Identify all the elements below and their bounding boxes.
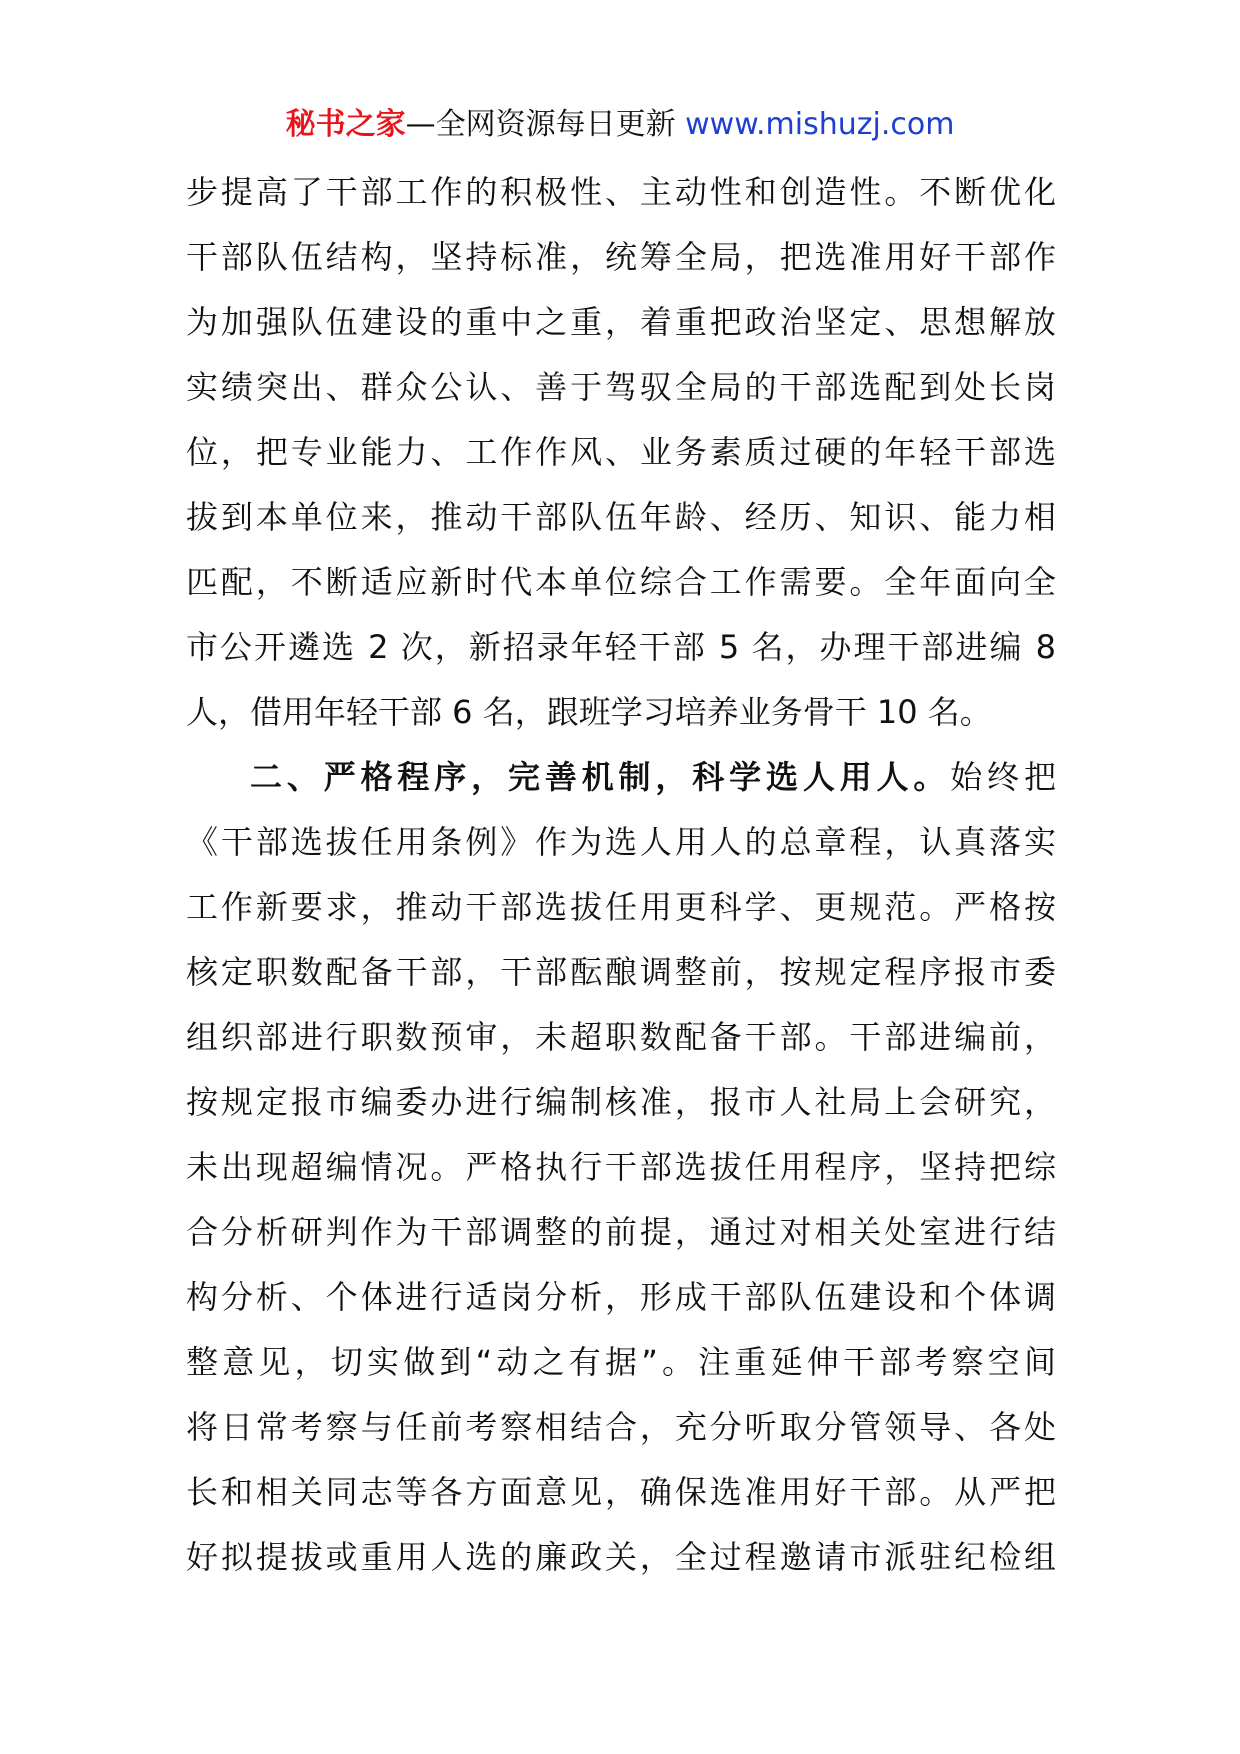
site-header: [0, 100, 1240, 150]
text-line: 匹配，不断适应新时代本单位综合工作需要。全年面向全: [186, 563, 1056, 601]
section-heading: 二、严格程序，完善机制，科学选人用人。: [250, 758, 951, 796]
section-heading-line: [186, 745, 1056, 810]
text-line: 《干部选拔任用条例》作为选人用人的总章程，认真落实: [186, 823, 1056, 861]
text-line: 按规定报市编委办进行编制核准，报市人社局上会研究，: [186, 1083, 1056, 1121]
text-line: 整意见，切实做到“动之有据”。注重延伸干部考察空间: [186, 1343, 1056, 1381]
heading-line-rest: 始终把: [950, 758, 1056, 796]
text-line: 干部队伍结构，坚持标准，统筹全局，把选准用好干部作: [186, 238, 1056, 276]
text-line: 好拟提拔或重用人选的廉政关，全过程邀请市派驻纪检组: [186, 1538, 1056, 1576]
text-line: 实绩突出、群众公认、善于驾驭全局的干部选配到处长岗: [186, 368, 1056, 406]
text-line: 拔到本单位来，推动干部队伍年龄、经历、知识、能力相: [186, 498, 1056, 536]
text-line: 长和相关同志等各方面意见，确保选准用好干部。从严把: [186, 1473, 1056, 1511]
text-line: 未出现超编情况。严格执行干部选拔任用程序，坚持把综: [186, 1148, 1056, 1186]
text-line: 步提高了干部工作的积极性、主动性和创造性。不断优化: [186, 173, 1056, 211]
text-line: 核定职数配备干部，干部酝酿调整前，按规定程序报市委: [186, 953, 1056, 991]
text-line: 组织部进行职数预审，未超职数配备干部。干部进编前，: [186, 1018, 1056, 1056]
header-tagline: —全网资源每日更新: [405, 107, 686, 142]
text-line: 合分析研判作为干部调整的前提，通过对相关处室进行结: [186, 1213, 1056, 1251]
text-line: 构分析、个体进行适岗分析，形成干部队伍建设和个体调: [186, 1278, 1056, 1316]
website-url[interactable]: www.mishuzj.com: [685, 107, 955, 142]
text-line: 为加强队伍建设的重中之重，着重把政治坚定、思想解放: [186, 303, 1056, 341]
document-body: [186, 160, 1056, 1590]
text-line: 工作新要求，推动干部选拔任用更科学、更规范。严格按: [186, 888, 1056, 926]
text-line: 将日常考察与任前考察相结合，充分听取分管领导、各处: [186, 1408, 1056, 1446]
text-line: 位，把专业能力、工作作风、业务素质过硬的年轻干部选: [186, 433, 1056, 471]
text-line: 市公开遴选 2 次，新招录年轻干部 5 名，办理干部进编 8: [186, 628, 1056, 666]
text-line: 人，借用年轻干部 6 名，跟班学习培养业务骨干 10 名。: [186, 693, 992, 731]
brand-name: 秘书之家: [285, 107, 406, 142]
